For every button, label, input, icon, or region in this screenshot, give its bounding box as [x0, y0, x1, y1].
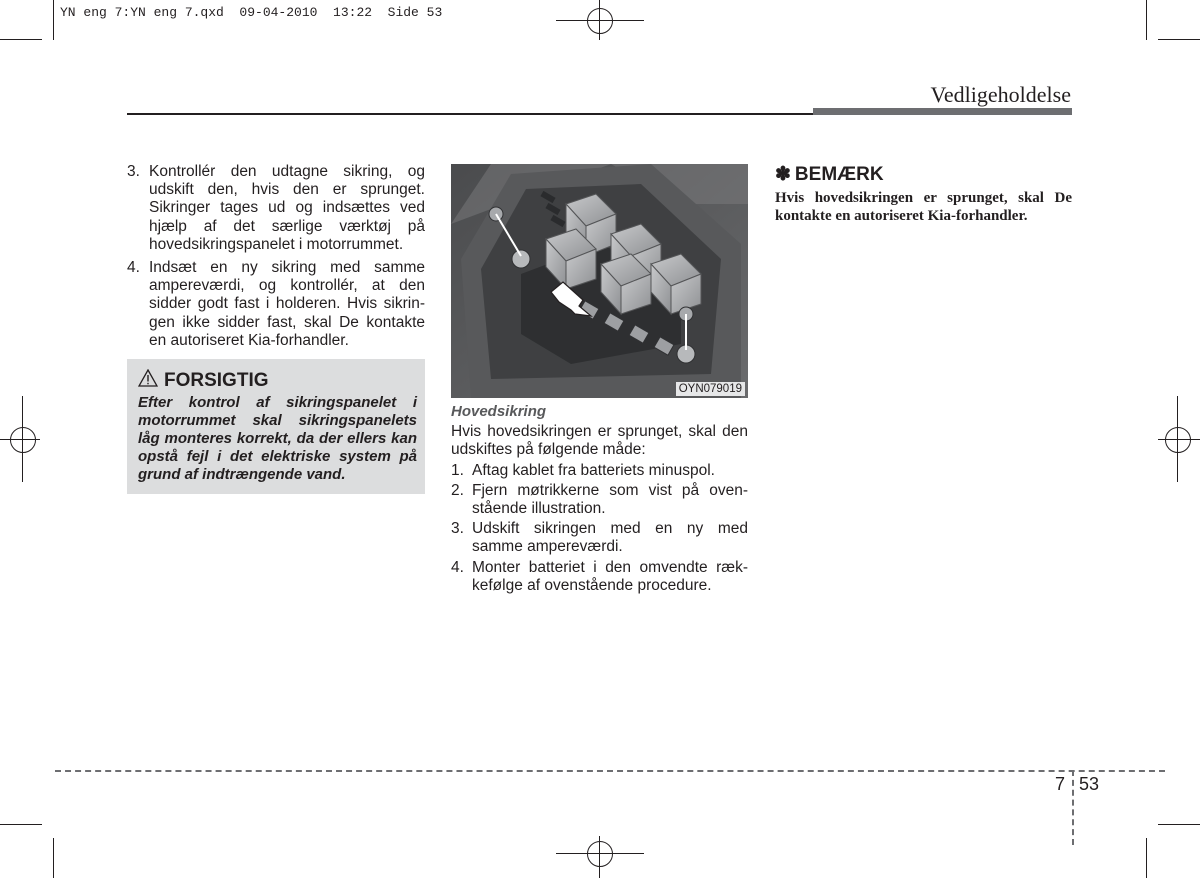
header-rule — [127, 113, 813, 115]
caution-text: Efter kontrol af sikringspanelet i motorrummet skal sikringspanelets låg monteres korrekt, da der ellers kan opstå fejl i det elektriske system på grund af indtrængende vand. — [138, 394, 417, 483]
registration-mark — [587, 8, 613, 34]
step-number: 2. — [451, 481, 464, 499]
step-text: Aftag kablet fra batteriets minuspol. — [472, 461, 715, 479]
registration-mark — [22, 396, 23, 482]
crop-mark — [53, 838, 54, 878]
registration-mark — [599, 0, 600, 40]
step-text: Indsæt en ny sikring med samme ampereværdi, og kontrollér, at den sidder godt fast i holderen. Hvis sikringen ikke sidder fast, skal De kontakte en autoriseret Kia-forhandler. — [149, 259, 425, 349]
step-text: Fjern møtrikkerne som vist på ovenstående illustration. — [472, 481, 748, 518]
header-bar — [813, 108, 1072, 115]
registration-mark — [556, 853, 644, 854]
asterisk-icon: ✽ — [775, 164, 791, 185]
warning-triangle-icon — [138, 369, 158, 393]
main-fuse-steps-list — [451, 462, 748, 595]
crop-mark — [1146, 838, 1147, 878]
crop-mark — [1158, 39, 1200, 40]
list-item — [127, 163, 425, 254]
list-item — [451, 462, 748, 480]
note-title: BEMÆRK — [794, 163, 884, 185]
registration-mark — [587, 841, 613, 867]
step-number: 1. — [451, 461, 464, 479]
fuse-box-illustration — [451, 164, 748, 398]
registration-mark — [0, 439, 40, 440]
crop-mark — [53, 0, 54, 40]
step-number: 3. — [451, 520, 464, 538]
chapter-number: 7 — [1055, 774, 1066, 794]
crop-mark — [0, 39, 42, 40]
caution-heading — [138, 369, 269, 393]
crop-mark — [0, 824, 42, 825]
step-number: 4. — [127, 259, 140, 277]
step-text: Monter batteriet i den omvendte rækkefølge af ovenstående procedure. — [472, 558, 748, 594]
crop-mark — [1146, 0, 1147, 40]
caution-title: FORSIGTIG — [164, 370, 269, 391]
intro-text: Hvis hovedsikringen er sprunget, skal den udskiftes på følgende måde: — [451, 423, 748, 459]
subheading: Hovedsikring — [451, 403, 547, 420]
middle-column — [451, 403, 748, 597]
list-item — [127, 259, 425, 350]
crop-mark — [1158, 824, 1200, 825]
registration-mark — [10, 427, 36, 453]
caution-box — [127, 359, 425, 494]
page-number: 53 — [1079, 774, 1100, 794]
note-heading — [775, 163, 1072, 186]
right-column — [775, 163, 1072, 225]
list-item — [451, 482, 748, 518]
registration-mark — [599, 836, 600, 878]
note-text: Hvis hovedsikringen er sprunget, skal De kontakte en autoriseret Kia-forhandler. — [775, 190, 1072, 224]
step-number: 4. — [451, 558, 464, 576]
registration-mark — [1165, 427, 1191, 453]
list-item — [451, 559, 748, 595]
image-code: OYN079019 — [676, 382, 745, 396]
print-slug: YN eng 7:YN eng 7.qxd 09-04-2010 13:22 Side 53 — [60, 5, 443, 20]
step-number: 3. — [127, 163, 140, 180]
section-title: Vedligeholdelse — [930, 82, 1071, 107]
footer-rule — [55, 770, 1165, 772]
list-item — [451, 520, 748, 556]
registration-mark — [1158, 439, 1200, 440]
fuse-box-photo — [451, 164, 748, 398]
footer-divider — [1072, 770, 1074, 845]
left-column — [127, 163, 425, 355]
step-text: Udskift sikringen med en ny med samme ampereværdi. — [472, 520, 748, 556]
step-text: Kontrollér den udtagne sikring, og udskift den, hvis den er sprunget. Sikringer tages ud og indsættes ved hjælp af det særlige værktøj på hovedsikringspanelet i motorrummet. — [149, 163, 425, 253]
fuse-steps-list — [127, 163, 425, 350]
registration-mark — [1177, 396, 1178, 482]
registration-mark — [556, 20, 644, 21]
